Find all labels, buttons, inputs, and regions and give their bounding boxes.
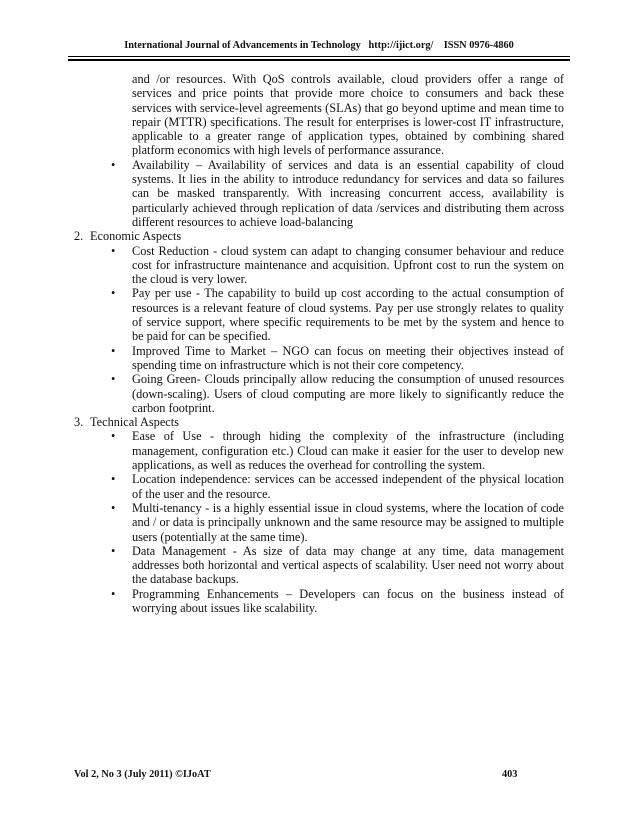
journal-name: International Journal of Advancements in Technology bbox=[124, 40, 361, 51]
list-item bbox=[74, 501, 564, 544]
footer-volume: Vol 2, No 3 (July 2011) ©IJoAT bbox=[74, 769, 211, 780]
body-text bbox=[74, 72, 564, 615]
bullet-icon: • bbox=[111, 243, 116, 258]
header-rule-thick bbox=[68, 59, 570, 61]
bullet-icon: • bbox=[111, 343, 116, 358]
list-item-text: Availability – Availability of services and data is an essential capability of cloud systems. It lies in the ability to introduce redundancy for services and data so failures can be masked transparently. With increasing concurrent access, availability is particularly achieved through replication of data /services and distributing them across different resources to achieve load-balancing bbox=[132, 157, 564, 229]
bullet-icon: • bbox=[111, 543, 116, 558]
bullet-icon: • bbox=[111, 429, 116, 444]
journal-url[interactable]: http://ijict.org/ bbox=[368, 40, 434, 51]
list-item-text: Location independence: services can be accessed independent of the physical location of the user and the resource. bbox=[132, 472, 564, 501]
list-item-text: Ease of Use - through hiding the complexity of the infrastructure (including management, configuration etc.) Cloud can make it easier for the user to develop new applications, as well as reduces the overhead for controlling the system. bbox=[132, 429, 564, 473]
section-title: Economic Aspects bbox=[90, 229, 182, 244]
list-item bbox=[74, 472, 564, 501]
list-item-text: Programming Enhancements – Developers can focus on the business instead of worrying about issues like scalability. bbox=[132, 586, 564, 615]
section-title: Technical Aspects bbox=[90, 415, 179, 430]
running-header bbox=[0, 40, 638, 51]
list-item-text: Pay per use - The capability to build up cost according to the actual consumption of resources is a relevant feature of cloud systems. Pay per use strongly relates to quality of service support, where specific requirements to be met by the system and hence to be paid for can be specified. bbox=[132, 286, 564, 344]
header-rule-thin bbox=[68, 56, 570, 57]
bullet-icon: • bbox=[111, 500, 116, 515]
section-number: 3. bbox=[74, 415, 84, 430]
list-item-text: Going Green- Clouds principally allow reducing the consumption of unused resources (down-scaling). Users of cloud computing are more likely to significantly reduce the carbon footprint. bbox=[132, 372, 564, 415]
list-item-text: Improved Time to Market – NGO can focus on meeting their objectives instead of spending time on infrastructure which is not their core competency. bbox=[132, 343, 564, 372]
list-item bbox=[74, 286, 564, 343]
bullet-icon: • bbox=[111, 286, 116, 301]
bullet-icon: • bbox=[111, 372, 116, 387]
footer-page-number: 403 bbox=[502, 769, 518, 780]
bullet-icon: • bbox=[111, 157, 116, 172]
list-item-text: Multi-tenancy - is a highly essential issue in cloud systems, where the location of code and / or data is principally unknown and the same resource may be assigned to multiple users (potentially at the same time). bbox=[132, 500, 564, 544]
list-item bbox=[74, 544, 564, 587]
list-item-text: Data Management - As size of data may change at any time, data management addresses both horizontal and vertical aspects of scalability. User need not worry about the database backups. bbox=[132, 543, 564, 587]
bullet-icon: • bbox=[111, 472, 116, 487]
section-economic-aspects bbox=[74, 229, 564, 243]
list-item bbox=[74, 372, 564, 415]
bullet-icon: • bbox=[111, 586, 116, 601]
section-technical-aspects bbox=[74, 415, 564, 429]
list-item bbox=[74, 244, 564, 287]
list-item bbox=[74, 344, 564, 373]
list-item-text: Cost Reduction - cloud system can adapt to changing consumer behaviour and reduce cost for infrastructure maintenance and acquisition. Upfront cost to run the system on the cloud is very lower. bbox=[132, 243, 564, 287]
journal-issn: ISSN 0976-4860 bbox=[443, 40, 514, 51]
paragraph-continuation: and /or resources. With QoS controls available, cloud providers offer a range of services and price points that provide more choice to consumers and back these services with service-level agreements (SLAs) that go beyond uptime and mean time to repair (MTTR) specifications. The result for enterprises is lower-cost IT infrastructure, applicable to a greater range of application types, obtained by combining shared platform economics with high levels of performance assurance. bbox=[132, 72, 564, 158]
list-item bbox=[74, 587, 564, 616]
section-number: 2. bbox=[74, 229, 84, 244]
list-item-availability bbox=[74, 158, 564, 229]
list-item bbox=[74, 429, 564, 472]
